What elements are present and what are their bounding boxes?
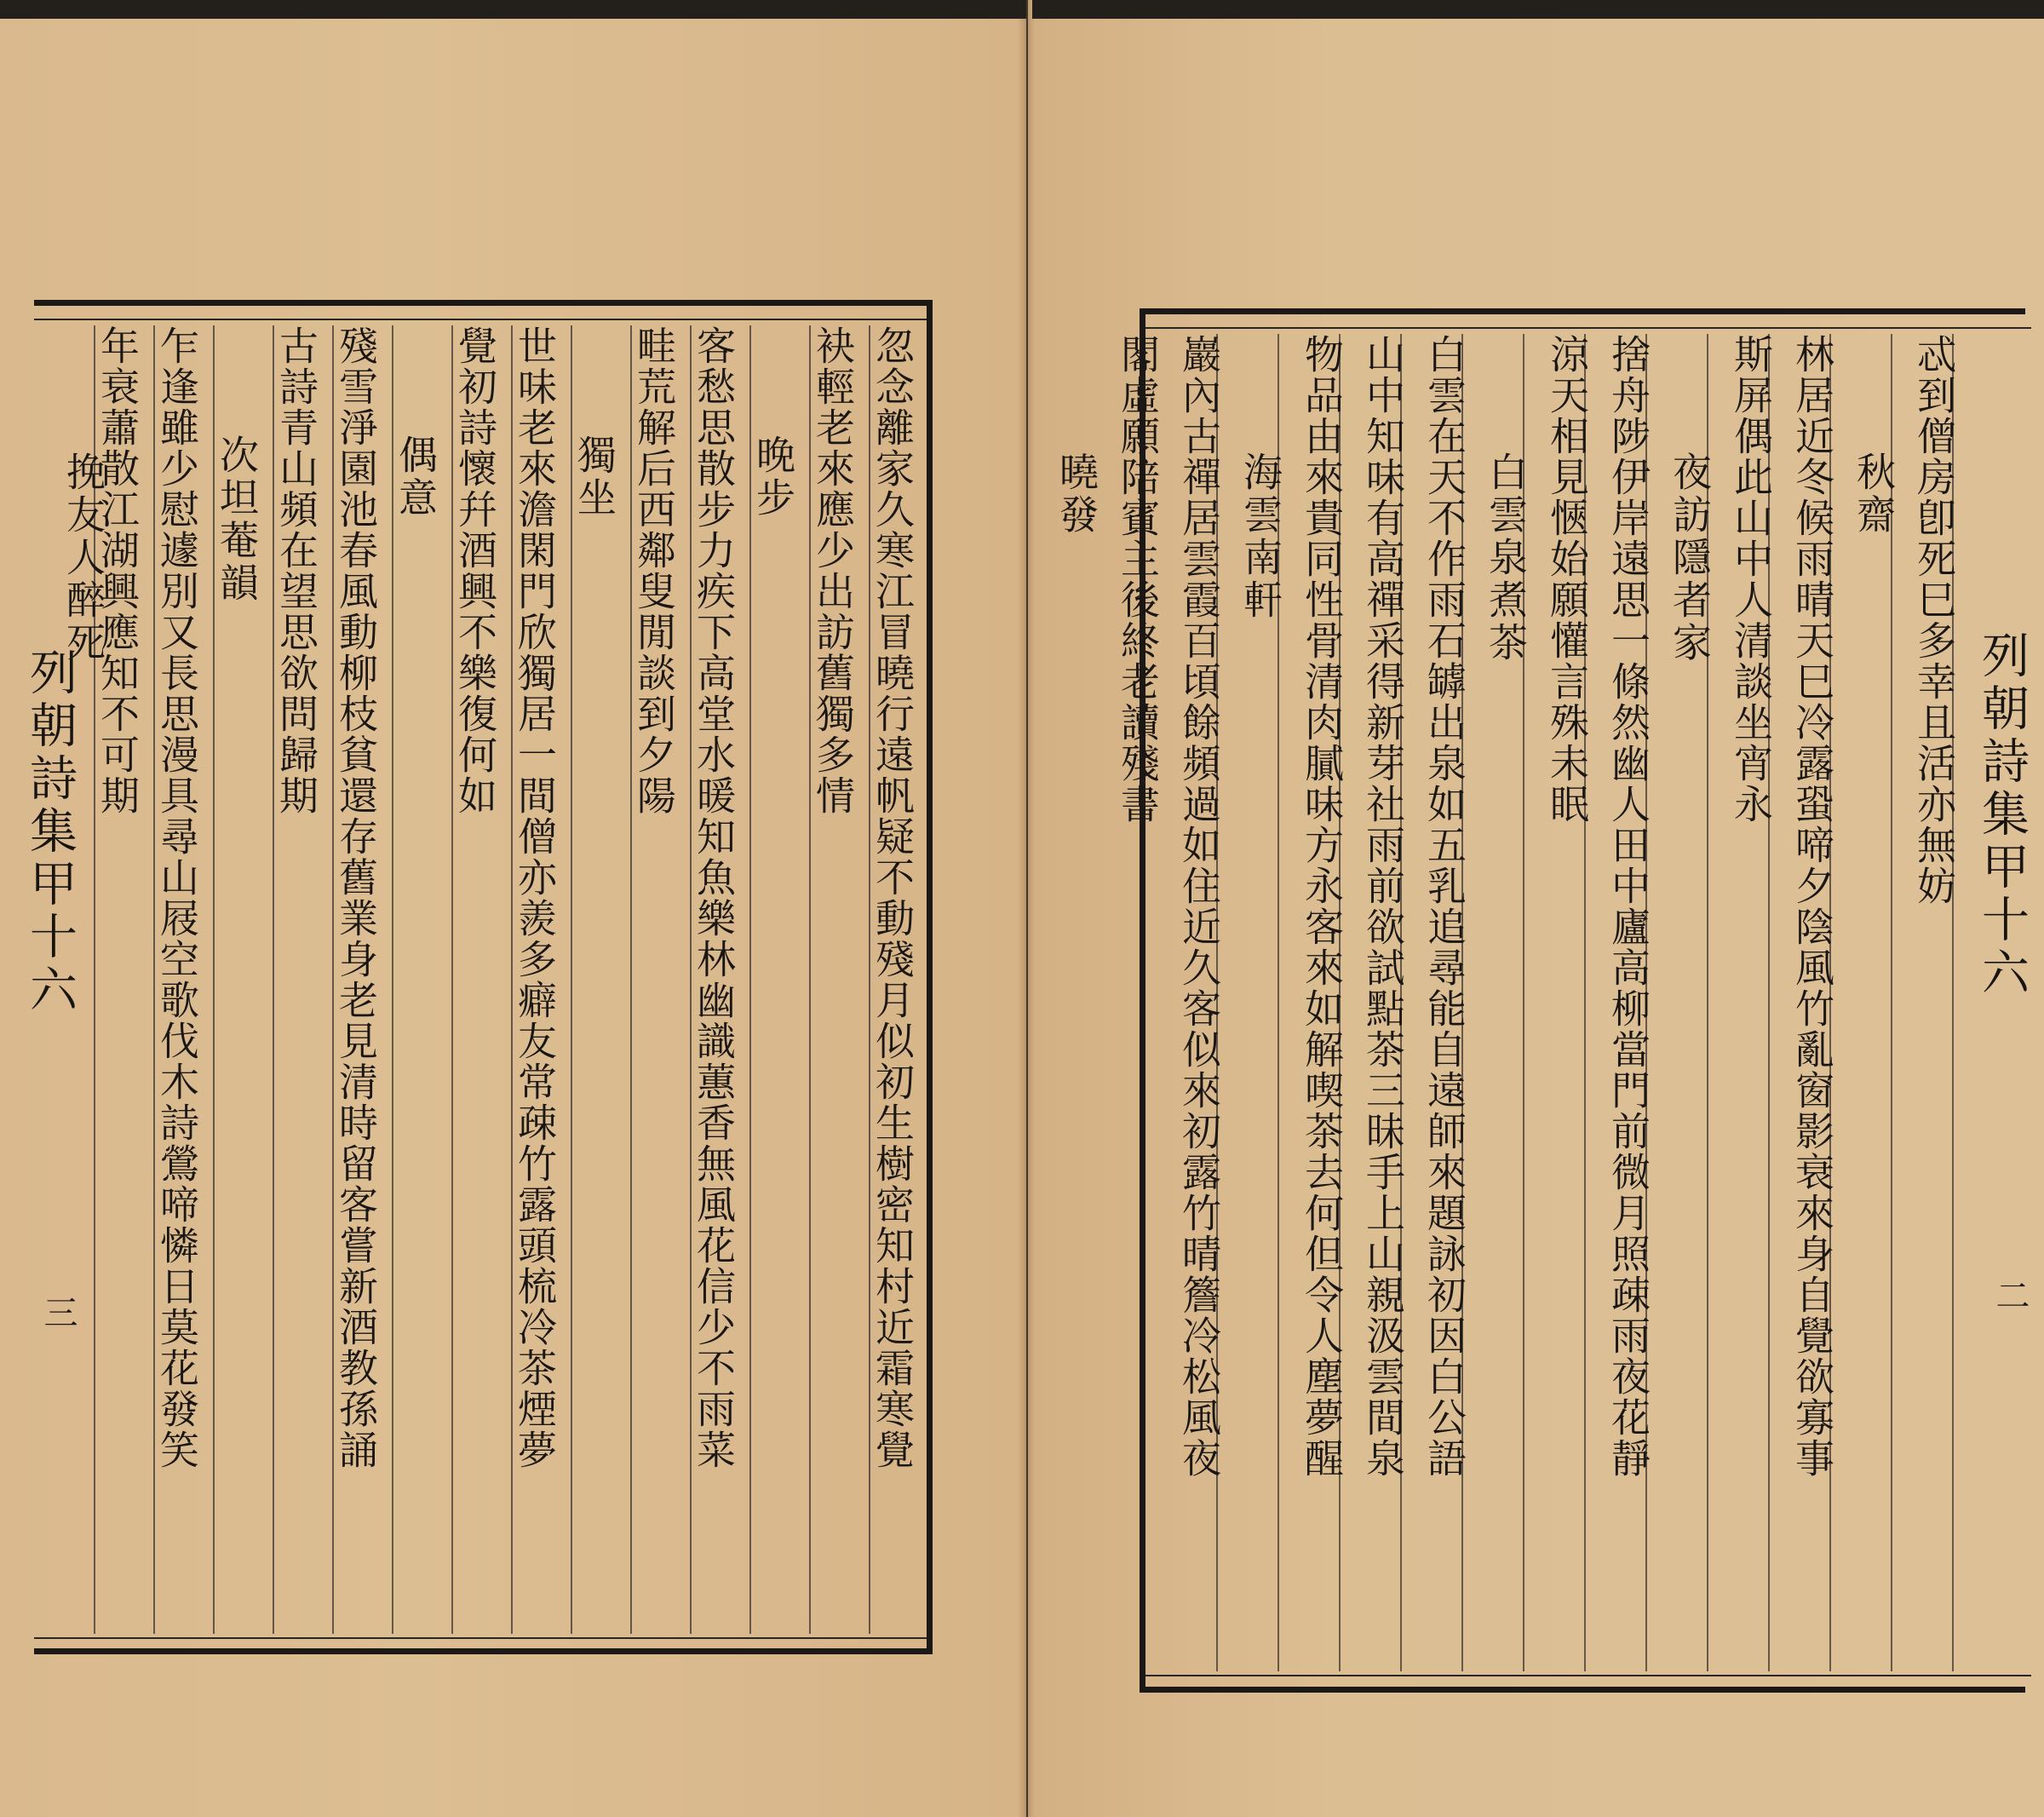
text-column-l13: 乍逢雖少慰遽別又長思漫具尋山屐空歌伐木詩鶯啼憐日莫花發笑 xyxy=(154,325,200,1470)
right-frame-inner-bottom xyxy=(1145,1675,2031,1676)
text-column-r13: 巖內古禪居雲霞百頃餘頻過如住近久客似來初露竹晴簷冷松風夜 xyxy=(1176,334,1222,1479)
right-block-label: 列朝詩集甲十六 xyxy=(1974,630,2030,1000)
text-column-r7: 涼天相見愜始願懽言殊未眠 xyxy=(1544,334,1590,825)
column-rule xyxy=(392,325,393,1634)
column-rule xyxy=(571,325,572,1634)
left-frame-inner-bottom xyxy=(34,1637,927,1639)
poem-title-r: 夜訪隱者家 xyxy=(1667,451,1713,664)
text-column-l11: 古詩青山頻在望思欲問歸期 xyxy=(273,325,319,816)
text-column-l7: 世味老來澹閑門欣獨居一間僧亦羨多癖友常疎竹露頭梳冷茶煙夢 xyxy=(512,325,558,1470)
text-column-r10: 山中知味有高禪采得新芽社雨前欲試點茶三昧手上山親汲雲間泉 xyxy=(1360,334,1406,1479)
poem-title-r: 海雲南軒 xyxy=(1237,451,1283,622)
poem-title-l: 晚步 xyxy=(750,434,796,520)
book-gutter xyxy=(1018,0,1035,1817)
left-block-page-number: 三 xyxy=(38,1295,78,1334)
poem-title-l: 次坦菴韻 xyxy=(214,434,260,605)
text-column-l2: 袂輕老來應少出訪舊獨多情 xyxy=(810,325,856,816)
poem-title-l: 偶意 xyxy=(393,434,439,520)
text-column-r3: 林居近冬候雨晴天巳冷露蛩啼夕陰風竹亂窗影衰來身自覺欲寡事 xyxy=(1789,334,1835,1479)
top-edge-left xyxy=(0,0,1026,19)
poem-title-l: 挽友人醉死 xyxy=(60,451,106,664)
text-column-l1: 忽念離家久寒江冒曉行遠帆疑不動殘月似初生樹密知村近霜寒覺 xyxy=(870,325,916,1470)
poem-title-r: 曉發 xyxy=(1054,451,1100,537)
text-column-r6: 捨舟陟伊岸遠思一條然幽人田中廬高柳當門前微月照疎雨夜花靜 xyxy=(1605,334,1651,1479)
text-column-l14: 年衰蕭散江湖興應知不可期 xyxy=(95,325,141,816)
column-rule xyxy=(749,325,751,1634)
text-column-l8: 覺初詩懷幷酒興不樂復何如 xyxy=(452,325,498,816)
poem-title-r: 白雲泉煮茶 xyxy=(1483,451,1529,664)
text-column-l4: 客愁思散步力疾下高堂水暖知魚樂林幽識蕙香無風花信少不雨菜 xyxy=(691,325,737,1470)
top-edge-right xyxy=(1032,0,2044,19)
text-column-r4: 斯屏偶此山中人清談坐宵永 xyxy=(1728,334,1774,825)
text-column-r11: 物品由來貴同性骨清肉膩味方永客來如解喫茶去何但令人塵夢醒 xyxy=(1299,334,1345,1479)
text-column-r1: 忒到僧房卽死巳多幸且活亦無妨 xyxy=(1911,334,1957,906)
left-frame-inner-top xyxy=(34,319,927,320)
poem-title-l: 獨坐 xyxy=(571,434,617,520)
poem-title-r: 秋齋 xyxy=(1851,451,1897,537)
right-block-page-number: 二 xyxy=(1990,1278,2030,1317)
text-column-r9: 白雲在天不作雨石罅出泉如五乳追尋能自遠師來題詠初因白公語 xyxy=(1421,334,1467,1479)
left-block-label: 列朝詩集甲十六 xyxy=(22,647,78,1017)
text-column-l10: 殘雪淨園池春風動柳枝貧還存舊業身老見清時留客嘗新酒教孫誦 xyxy=(333,325,379,1470)
text-column-l5: 畦荒解后西鄰叟閒談到夕陽 xyxy=(631,325,677,816)
text-column-r14: 閣虛願陪賓主後終老讀殘書 xyxy=(1115,334,1161,825)
right-frame-inner-top xyxy=(1145,327,2031,329)
